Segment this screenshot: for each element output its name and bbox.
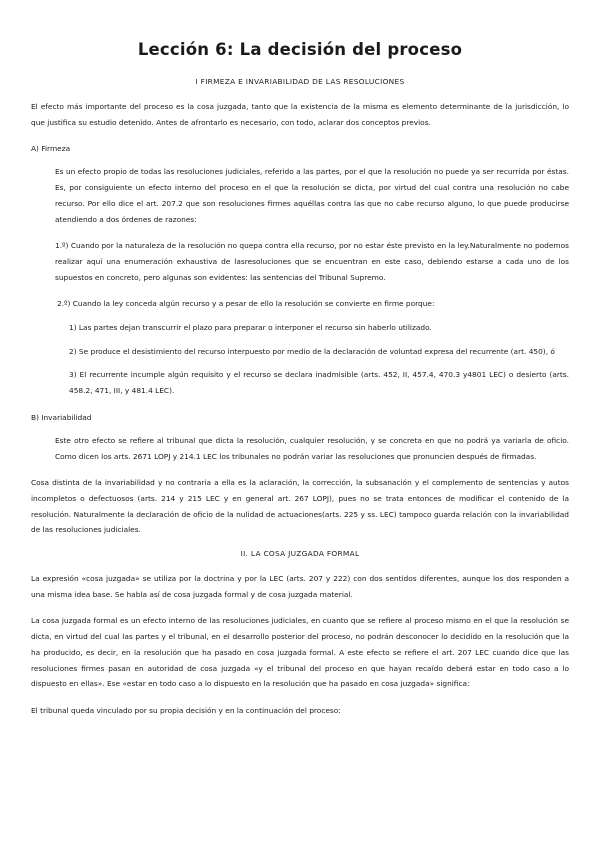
heading-firmeza: A) Firmeza [31, 144, 71, 154]
firmeza-paragraph: Es un efecto propio de todas las resoluciones judiciales, referido a las partes, por el que la resolución no puede ya ser recurrida por éstas. Es, por consiguiente un efecto interno del proceso en el que la resolución se dicta, por virtud del cual contra una resolución no cabe recurso. Por ello dice el art. 207.2 que son resoluciones firmes aquéllas contra las que no cabe recurso alguno, lo que puede producirse atendiendo a dos órdenes de razones: [55, 167, 569, 224]
invariabilidad-paragraph: Este otro efecto se refiere al tribunal que dicta la resolución, cualquier resolución, y se concreta en que no podrá ya variarla de oficio. Como dicen los arts. 2671 LOPJ y 214.1 LEC los tribunales no podrán variar las resoluciones que pronuncien después de firmadas. [55, 435, 569, 461]
firmeza-subitem-1: 1) Las partes dejan transcurrir el plazo para preparar o interponer el recurso sin haberlo utilizado. [69, 323, 432, 333]
firmeza-subitem-2: 2) Se produce el desistimiento del recurso interpuesto por medio de la declaración de voluntad expresa del recurrente (art. 450), ó [69, 346, 555, 356]
page-title: Lección 6: La decisión del proceso [137, 40, 463, 59]
section-title-firmeza: I FIRMEZA E INVARIABILIDAD DE LAS RESOLUCIONES [195, 77, 405, 86]
aclaracion-paragraph: Cosa distinta de la invariabilidad y no contraria a ella es la aclaración, la corrección, la subsanación y el complemento de sentencias y autos incompletos o defectuosos (arts. 214 y 215 LEC y en general art. 267 LOPJ), pues no se trata entonces de modificar el contenido de la resolución. Naturalmente la declaración de oficio de la nulidad de actuaciones(arts. 225 y ss. LEC) tampoco guarda relación con la invariabilidad de las resoluciones judiciales. [31, 478, 569, 535]
firmeza-subitem-3: 3) El recurrente incumple algún requisito y el recurso se declara inadmisible (arts. 452, II, 457.4, 470.3 y4801 LEC) o desierto (arts. 458.2, 471, III, y 481.4 LEC). [69, 370, 569, 396]
intro-paragraph: El efecto más importante del proceso es la cosa juzgada, tanto que la existencia de la misma es elemento determinante de la jurisdicción, lo que justifica su estudio detenido. Antes de afrontarlo es necesario, con todo, aclarar dos conceptos previos. [31, 102, 569, 127]
cosa-juzgada-paragraph-1: La expresión «cosa juzgada» se utiliza por la doctrina y por la LEC (arts. 207 y 222) con dos sentidos diferentes, aunque los dos responden a una misma idea base. Se habla así de cosa juzgada formal y de cosa juzgada material. [31, 574, 569, 599]
firmeza-item-2: 2.º) Cuando la ley conceda algún recurso y a pesar de ello la resolución se convierte en firme porque: [57, 299, 435, 309]
cosa-juzgada-paragraph-2: La cosa juzgada formal es un efecto interno de las resoluciones judiciales, en cuanto que se refiere al proceso mismo en el que la resolución se dicta, en virtud del cual las partes y el tribunal, en el desarrollo posterior del proceso, no podrán desconocer lo decidido en la resolución que la ha producido, es decir, en la resolución que ha pasado en cosa juzgada formal. A este efecto se refiere el art. 207 LEC cuando dice que las resoluciones firmes pasan en autoridad de cosa juzgada «y el tribunal del proceso en que hayan recaído deberá estar en todo caso a lo dispuesto en ellas». Ese «estar en todo caso a lo dispuesto en la resolución que ha pasado en cosa juzgada» significa: [31, 616, 569, 689]
heading-invariabilidad: B) Invariabilidad [31, 412, 92, 422]
cosa-juzgada-paragraph-3: El tribunal queda vinculado por su propia decisión y en la continuación del proceso: [31, 705, 341, 715]
firmeza-item-1: 1.º) Cuando por la naturaleza de la resolución no quepa contra ella recurso, por no estar éste previsto en la ley.Naturalmente no podemos realizar aquí una enumeración exhaustiva de lasresoluciones que se encuentran en este caso, debiendo estarse a cada uno de los supuestos en concreto, pero algunas son evidentes: las sentencias del Tribunal Supremo. [55, 241, 569, 282]
section-title-cosa-juzgada: II. LA COSA JUZGADA FORMAL [240, 549, 360, 559]
